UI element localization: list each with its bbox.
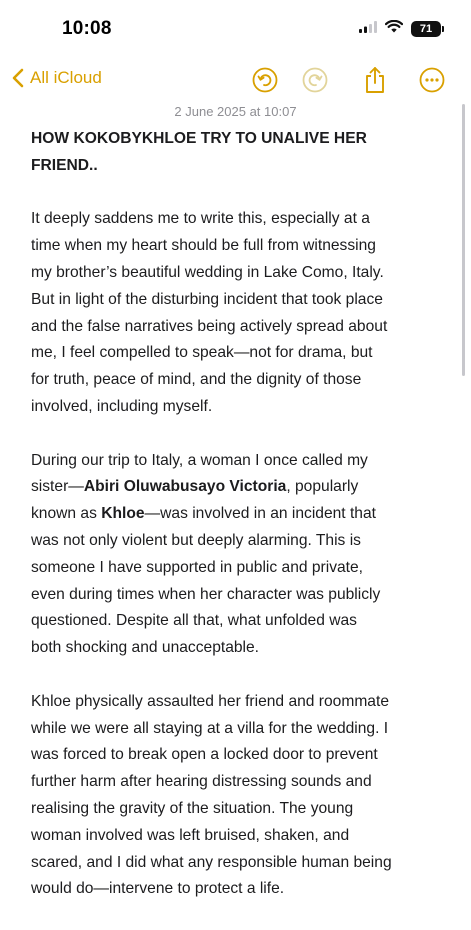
text-line: time when my heart should be full from witnessing [31,237,376,255]
share-icon [364,66,386,94]
note-timestamp: 2 June 2025 at 10:07 [174,104,297,119]
text-line: involved, including myself. [31,397,213,415]
note-body[interactable] [31,126,443,930]
undo-button[interactable] [251,66,279,94]
text-line: But in light of the disturbing incident that took place [31,290,383,308]
text-line: questioned. Despite all that, what unfolded was [31,612,357,630]
text-line: further harm after hearing distressing sounds and [31,773,372,791]
text-line: my brother’s beautiful wedding in Lake Como, Italy. [31,263,384,281]
battery-icon [411,21,441,37]
share-button[interactable] [361,66,389,94]
redo-icon [302,67,328,93]
text-line: while we were all staying at a villa for the wedding. I [31,719,389,737]
text-line: was not only violent but deeply alarming. This is [31,531,361,549]
text-line: and the false narratives being actively spread about [31,317,388,335]
back-button[interactable] [12,68,102,88]
battery-level: 71 [419,23,433,35]
text-line: both shocking and unacceptable. [31,639,260,657]
undo-icon [252,67,278,93]
text-line: someone I have supported in public and private, [31,558,364,576]
text-line: for truth, peace of mind, and the dignity of those [31,371,362,389]
text-line: would do—intervene to protect a life. [31,880,285,898]
cellular-signal-icon [359,20,377,38]
text-line: It deeply saddens me to write this, especially at a [31,210,370,228]
chevron-left-icon [12,68,24,88]
redo-button[interactable] [301,66,329,94]
paragraph-3 [31,689,443,903]
text-line: scared, and I did what any responsible human being [31,853,392,871]
more-button[interactable] [418,66,446,94]
paragraph-1 [31,206,443,420]
text-line: Khloe physically assaulted her friend and roommate [31,692,389,710]
more-icon [419,67,445,93]
nav-bar [0,58,471,102]
text-line: me, I feel compelled to speak—not for drama, but [31,344,373,362]
text-line: realising the gravity of the situation. The young [31,799,354,817]
status-time: 10:08 [62,18,112,39]
text-line: woman involved was left bruised, shaken, and [31,826,350,844]
text-line-part: sister— [31,478,84,496]
note-title-line: HOW KOKOBYKHLOE TRY TO UNALIVE HER [31,130,367,147]
text-line-part: , popularly [286,478,359,496]
text-line: During our trip to Italy, a woman I once called my [31,451,368,469]
back-label: All iCloud [30,68,102,87]
status-bar [0,0,471,58]
text-line: even during times when her character was publicly [31,585,381,603]
scroll-indicator [462,104,465,376]
note-title-line: FRIEND.. [31,156,98,174]
text-line-part: known as [31,505,102,523]
text-line: was forced to break open a locked door to prevent [31,746,378,764]
status-icons [359,20,441,38]
paragraph-2 [31,448,443,662]
wifi-icon [385,20,403,38]
bold-name: Khloe [101,505,145,523]
text-line-part: —was involved in an incident that [144,505,376,523]
bold-name: Abiri Oluwabusayo Victoria [83,478,287,496]
note-title [31,126,443,180]
